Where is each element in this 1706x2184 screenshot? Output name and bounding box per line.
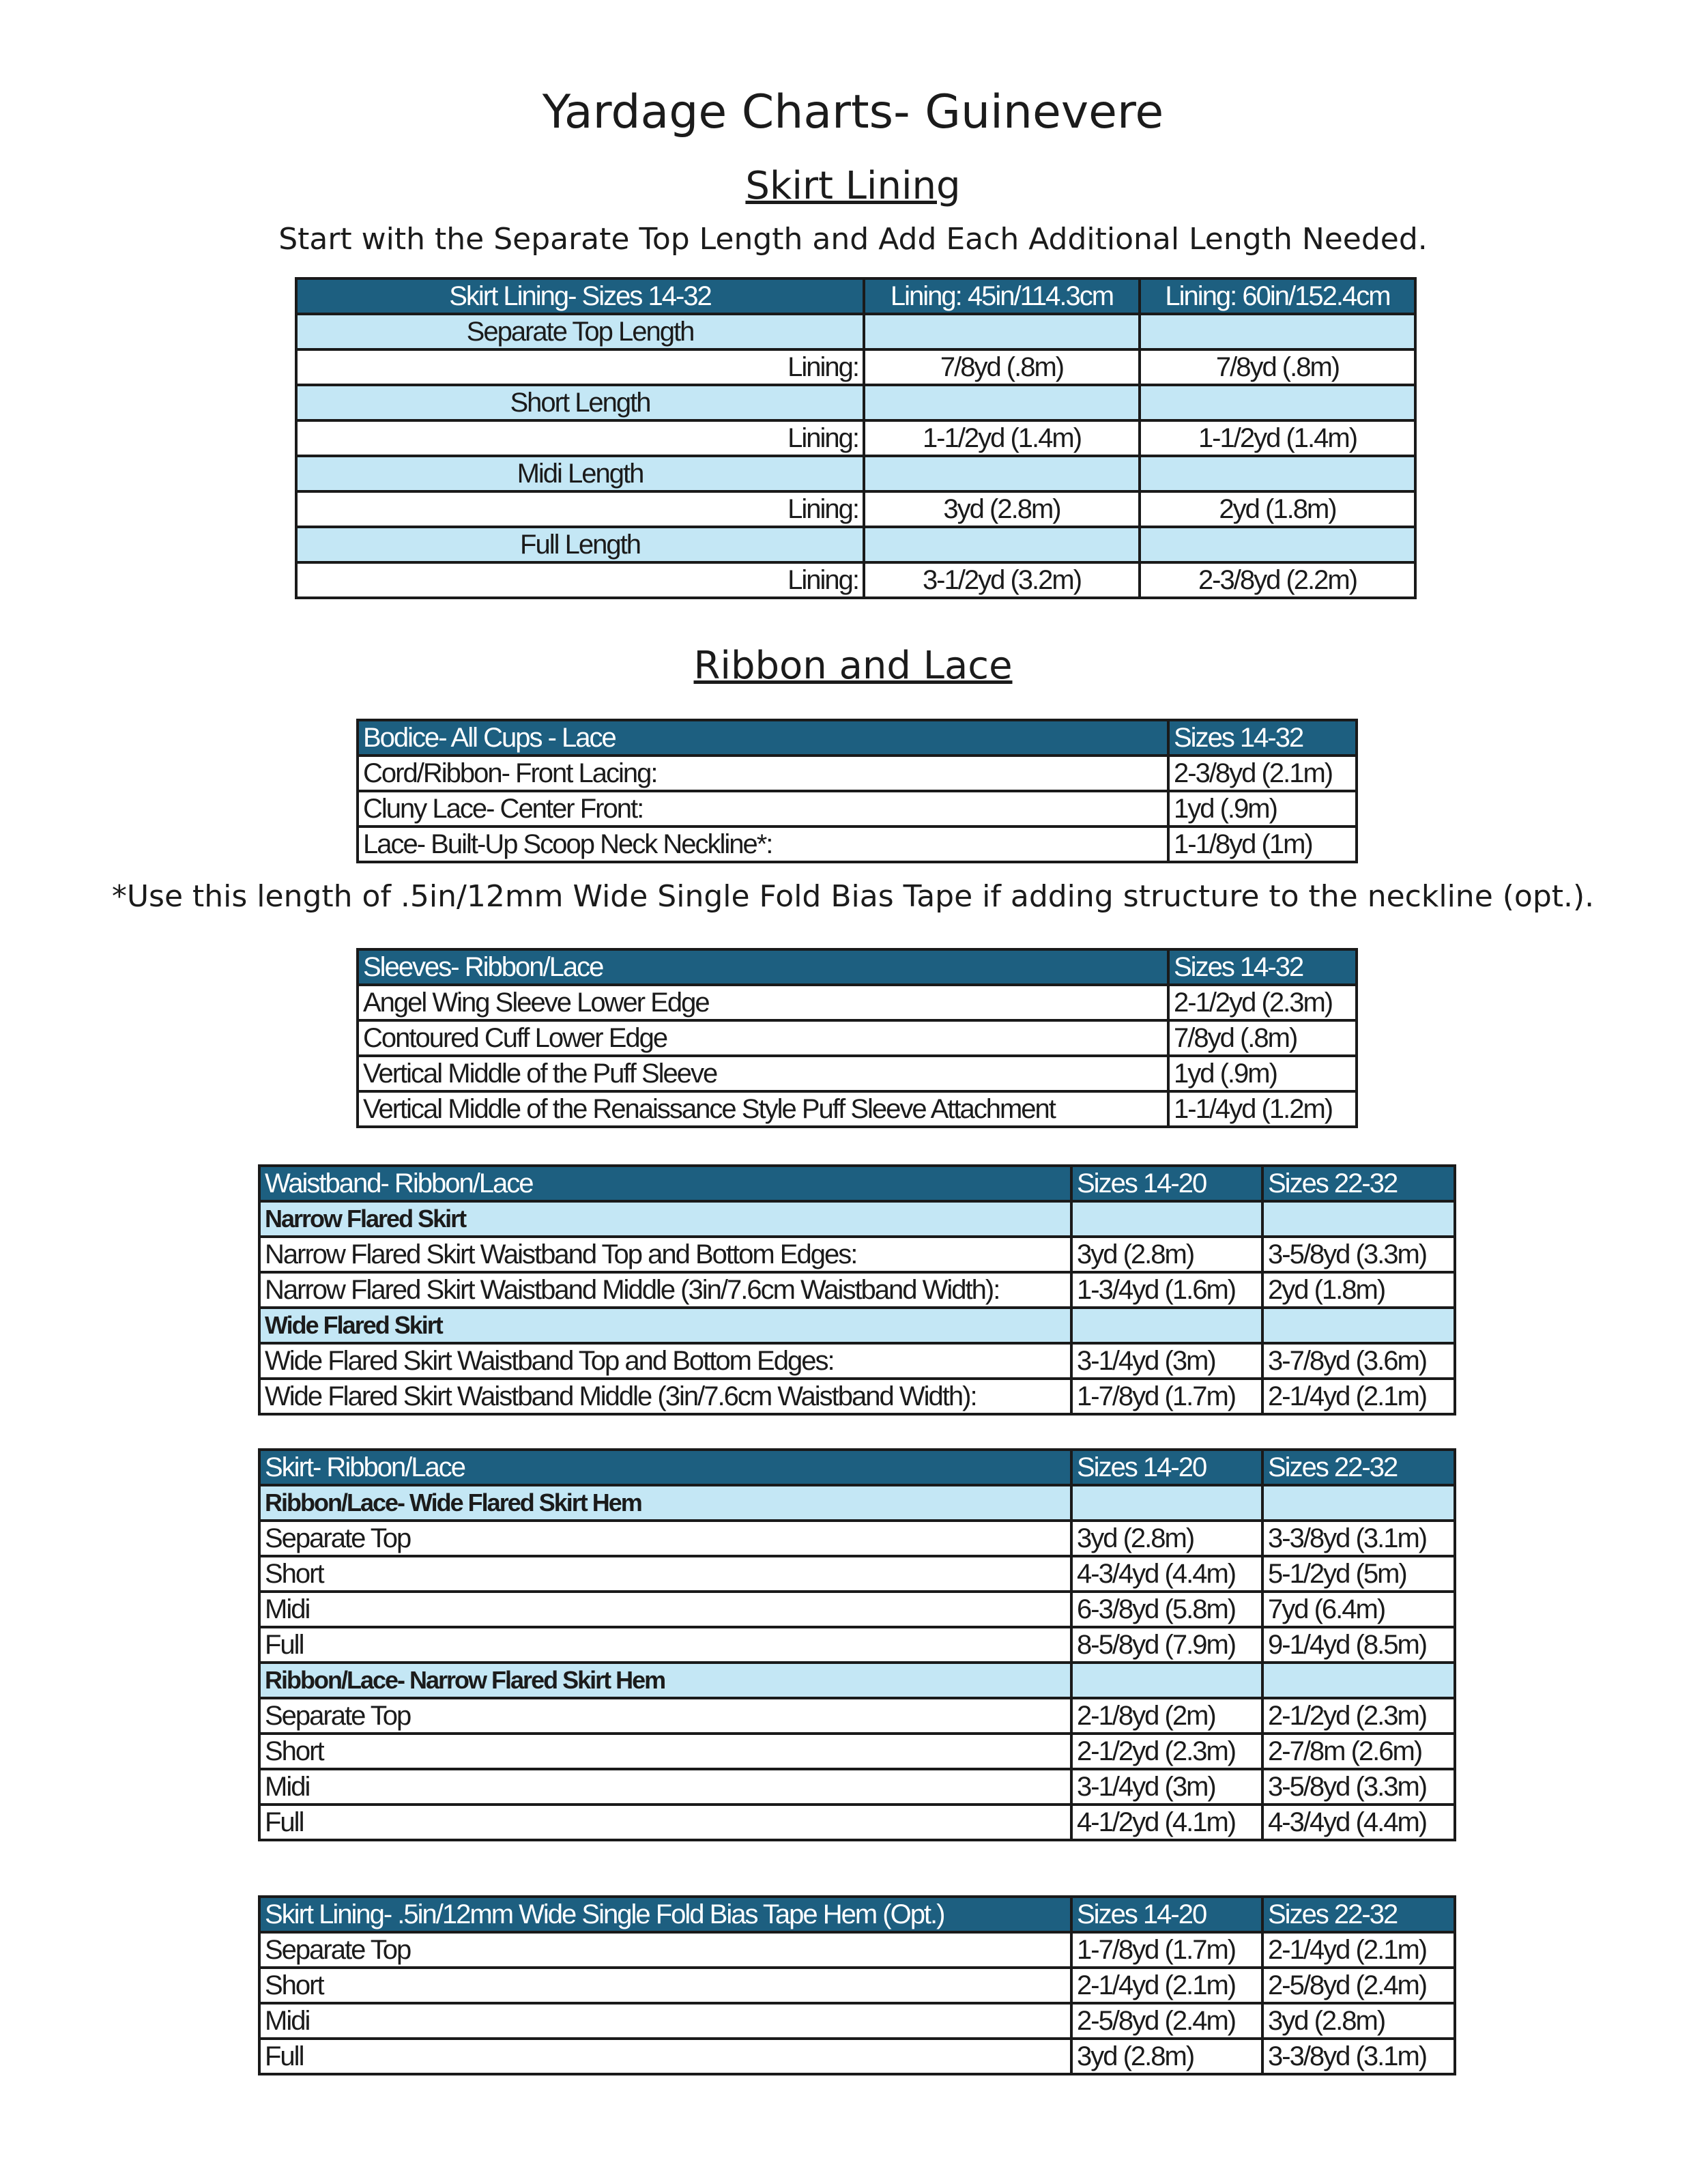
table-header-row <box>259 1897 1455 1932</box>
row-label: Lining: <box>296 349 864 385</box>
table-row <box>358 756 1357 791</box>
row-label: Cluny Lace- Center Front: <box>358 791 1168 827</box>
row-value <box>1140 527 1415 562</box>
row-value: 4-3/4yd (4.4m) <box>1071 1556 1262 1592</box>
row-label: Midi Length <box>296 456 864 491</box>
table-row <box>296 349 1415 385</box>
row-value: 8-5/8yd (7.9m) <box>1071 1627 1262 1663</box>
table-header-cell: Waistband- Ribbon/Lace <box>259 1166 1071 1201</box>
row-label: Narrow Flared Skirt Waistband Top and Bottom Edges: <box>259 1237 1071 1272</box>
row-value: 2-1/4yd (2.1m) <box>1071 1968 1262 2003</box>
row-value: 2yd (1.8m) <box>1140 491 1415 527</box>
table-header-cell: Sizes 14-20 <box>1071 1450 1262 1485</box>
table-row <box>259 1521 1455 1556</box>
row-value: 7/8yd (.8m) <box>1168 1020 1357 1056</box>
row-label: Wide Flared Skirt Waistband Middle (3in/7.6cm Waistband Width): <box>259 1379 1071 1414</box>
page-title: Yardage Charts- Guinevere <box>542 85 1164 139</box>
row-value: 2-1/2yd (2.3m) <box>1071 1734 1262 1769</box>
row-value <box>1140 456 1415 491</box>
table-header-cell: Sizes 14-20 <box>1071 1166 1262 1201</box>
row-label: Full <box>259 2039 1071 2074</box>
row-label: Short <box>259 1968 1071 2003</box>
row-value: 6-3/8yd (5.8m) <box>1071 1592 1262 1627</box>
table-row <box>358 1056 1357 1091</box>
table-header-cell: Sizes 22-32 <box>1262 1450 1455 1485</box>
table-header-row <box>358 949 1357 985</box>
table-section-row <box>296 314 1415 349</box>
row-label: Lining: <box>296 491 864 527</box>
row-value <box>864 456 1140 491</box>
row-label: Midi <box>259 1592 1071 1627</box>
row-value: 1-7/8yd (1.7m) <box>1071 1379 1262 1414</box>
row-value <box>864 527 1140 562</box>
row-label: Narrow Flared Skirt <box>259 1201 1071 1237</box>
bodice-footnote: *Use this length of .5in/12mm Wide Single Fold Bias Tape if adding structure to the neckline (opt.). <box>111 879 1595 914</box>
table-header-cell: Sizes 22-32 <box>1262 1166 1455 1201</box>
row-value: 4-1/2yd (4.1m) <box>1071 1805 1262 1840</box>
row-label: Midi <box>259 2003 1071 2039</box>
row-label: Contoured Cuff Lower Edge <box>358 1020 1168 1056</box>
row-value: 1yd (.9m) <box>1168 1056 1357 1091</box>
row-value: 1-3/4yd (1.6m) <box>1071 1272 1262 1308</box>
table-header-row <box>296 278 1415 314</box>
table-row <box>259 2003 1455 2039</box>
waistband-ribbon-table <box>258 1164 1456 1416</box>
row-value: 7/8yd (.8m) <box>864 349 1140 385</box>
row-value: 3-7/8yd (3.6m) <box>1262 1343 1455 1379</box>
table-row <box>358 985 1357 1020</box>
table-header-row <box>259 1166 1455 1201</box>
row-value <box>1262 1485 1455 1521</box>
table-row <box>296 420 1415 456</box>
table-row <box>259 1237 1455 1272</box>
row-label: Vertical Middle of the Puff Sleeve <box>358 1056 1168 1091</box>
row-label: Short <box>259 1734 1071 1769</box>
row-value: 3-3/8yd (3.1m) <box>1262 2039 1455 2074</box>
row-label: Wide Flared Skirt Waistband Top and Bottom Edges: <box>259 1343 1071 1379</box>
row-value: 1-1/8yd (1m) <box>1168 827 1357 862</box>
row-value: 5-1/2yd (5m) <box>1262 1556 1455 1592</box>
table-header-cell: Sizes 14-32 <box>1168 720 1357 756</box>
row-label: Full <box>259 1627 1071 1663</box>
row-value: 2-5/8yd (2.4m) <box>1071 2003 1262 2039</box>
row-label: Cord/Ribbon- Front Lacing: <box>358 756 1168 791</box>
row-label: Midi <box>259 1769 1071 1805</box>
row-value: 3yd (2.8m) <box>1071 1237 1262 1272</box>
row-value: 1yd (.9m) <box>1168 791 1357 827</box>
table-header-cell: Skirt- Ribbon/Lace <box>259 1450 1071 1485</box>
row-value <box>1071 1201 1262 1237</box>
row-value: 3yd (2.8m) <box>1071 2039 1262 2074</box>
row-value <box>1071 1308 1262 1343</box>
row-value <box>1071 1663 1262 1698</box>
table-section-row <box>296 456 1415 491</box>
table-row <box>259 1379 1455 1414</box>
sleeves-ribbon-table <box>356 948 1358 1128</box>
table-header-cell: Sizes 14-20 <box>1071 1897 1262 1932</box>
table-header-cell: Sleeves- Ribbon/Lace <box>358 949 1168 985</box>
table-header-cell: Lining: 45in/114.3cm <box>864 278 1140 314</box>
row-label: Ribbon/Lace- Wide Flared Skirt Hem <box>259 1485 1071 1521</box>
row-label: Separate Top Length <box>296 314 864 349</box>
table-row <box>259 2039 1455 2074</box>
table-row <box>259 1343 1455 1379</box>
ribbon-lace-heading: Ribbon and Lace <box>693 644 1013 688</box>
row-label: Angel Wing Sleeve Lower Edge <box>358 985 1168 1020</box>
row-value: 2-3/8yd (2.2m) <box>1140 562 1415 598</box>
table-row <box>259 1932 1455 1968</box>
row-value: 2-1/2yd (2.3m) <box>1168 985 1357 1020</box>
row-value: 7/8yd (.8m) <box>1140 349 1415 385</box>
row-label: Wide Flared Skirt <box>259 1308 1071 1343</box>
table-header-cell: Skirt Lining- Sizes 14-32 <box>296 278 864 314</box>
row-value: 3-5/8yd (3.3m) <box>1262 1237 1455 1272</box>
table-row <box>259 1272 1455 1308</box>
table-section-row <box>296 385 1415 420</box>
row-value: 9-1/4yd (8.5m) <box>1262 1627 1455 1663</box>
row-value: 2-5/8yd (2.4m) <box>1262 1968 1455 2003</box>
row-label: Lace- Built-Up Scoop Neck Neckline*: <box>358 827 1168 862</box>
skirt-lining-heading: Skirt Lining <box>745 164 961 208</box>
row-value <box>1140 385 1415 420</box>
row-value: 3-1/2yd (3.2m) <box>864 562 1140 598</box>
table-row <box>296 562 1415 598</box>
row-value: 2yd (1.8m) <box>1262 1272 1455 1308</box>
table-row <box>296 491 1415 527</box>
row-label: Ribbon/Lace- Narrow Flared Skirt Hem <box>259 1663 1071 1698</box>
row-value <box>1262 1308 1455 1343</box>
bias-tape-table <box>258 1895 1456 2075</box>
row-label: Full <box>259 1805 1071 1840</box>
table-row <box>358 1091 1357 1127</box>
table-row <box>358 791 1357 827</box>
row-value: 2-1/8yd (2m) <box>1071 1698 1262 1734</box>
row-value: 2-1/2yd (2.3m) <box>1262 1698 1455 1734</box>
row-value <box>1262 1201 1455 1237</box>
row-value: 2-1/4yd (2.1m) <box>1262 1379 1455 1414</box>
table-header-cell: Sizes 14-32 <box>1168 949 1357 985</box>
table-header-cell: Bodice- All Cups - Lace <box>358 720 1168 756</box>
skirt-lining-table <box>295 277 1417 599</box>
bodice-lace-table <box>356 719 1358 863</box>
table-row <box>358 827 1357 862</box>
skirt-lining-instruction: Start with the Separate Top Length and Add Each Additional Length Needed. <box>278 222 1428 257</box>
row-label: Narrow Flared Skirt Waistband Middle (3in/7.6cm Waistband Width): <box>259 1272 1071 1308</box>
row-value <box>864 385 1140 420</box>
table-row <box>259 1769 1455 1805</box>
table-section-row <box>296 527 1415 562</box>
row-value: 1-7/8yd (1.7m) <box>1071 1932 1262 1968</box>
table-section-row <box>259 1308 1455 1343</box>
row-value: 3-1/4yd (3m) <box>1071 1769 1262 1805</box>
table-row <box>259 1805 1455 1840</box>
row-label: Full Length <box>296 527 864 562</box>
row-value: 2-7/8m (2.6m) <box>1262 1734 1455 1769</box>
row-value: 7yd (6.4m) <box>1262 1592 1455 1627</box>
table-row <box>259 1734 1455 1769</box>
skirt-ribbon-table <box>258 1448 1456 1841</box>
table-section-row <box>259 1201 1455 1237</box>
table-row <box>259 1968 1455 2003</box>
row-value <box>1071 1485 1262 1521</box>
row-value: 2-3/8yd (2.1m) <box>1168 756 1357 791</box>
row-value <box>1140 314 1415 349</box>
row-label: Separate Top <box>259 1698 1071 1734</box>
row-value: 3-3/8yd (3.1m) <box>1262 1521 1455 1556</box>
row-value: 2-1/4yd (2.1m) <box>1262 1932 1455 1968</box>
row-label: Separate Top <box>259 1521 1071 1556</box>
row-label: Short <box>259 1556 1071 1592</box>
table-row <box>259 1698 1455 1734</box>
table-header-cell: Lining: 60in/152.4cm <box>1140 278 1415 314</box>
table-row <box>259 1627 1455 1663</box>
row-label: Lining: <box>296 562 864 598</box>
row-label: Vertical Middle of the Renaissance Style Puff Sleeve Attachment <box>358 1091 1168 1127</box>
table-row <box>259 1592 1455 1627</box>
table-row <box>358 1020 1357 1056</box>
table-section-row <box>259 1663 1455 1698</box>
row-value: 3-5/8yd (3.3m) <box>1262 1769 1455 1805</box>
row-value: 1-1/4yd (1.2m) <box>1168 1091 1357 1127</box>
table-header-cell: Skirt Lining- .5in/12mm Wide Single Fold Bias Tape Hem (Opt.) <box>259 1897 1071 1932</box>
row-value: 3-1/4yd (3m) <box>1071 1343 1262 1379</box>
table-header-cell: Sizes 22-32 <box>1262 1897 1455 1932</box>
row-value: 1-1/2yd (1.4m) <box>864 420 1140 456</box>
row-value: 4-3/4yd (4.4m) <box>1262 1805 1455 1840</box>
table-header-row <box>358 720 1357 756</box>
table-row <box>259 1556 1455 1592</box>
table-header-row <box>259 1450 1455 1485</box>
row-value: 1-1/2yd (1.4m) <box>1140 420 1415 456</box>
row-label: Lining: <box>296 420 864 456</box>
row-value <box>864 314 1140 349</box>
row-value <box>1262 1663 1455 1698</box>
row-value: 3yd (2.8m) <box>1262 2003 1455 2039</box>
row-label: Short Length <box>296 385 864 420</box>
table-section-row <box>259 1485 1455 1521</box>
row-value: 3yd (2.8m) <box>864 491 1140 527</box>
row-value: 3yd (2.8m) <box>1071 1521 1262 1556</box>
row-label: Separate Top <box>259 1932 1071 1968</box>
